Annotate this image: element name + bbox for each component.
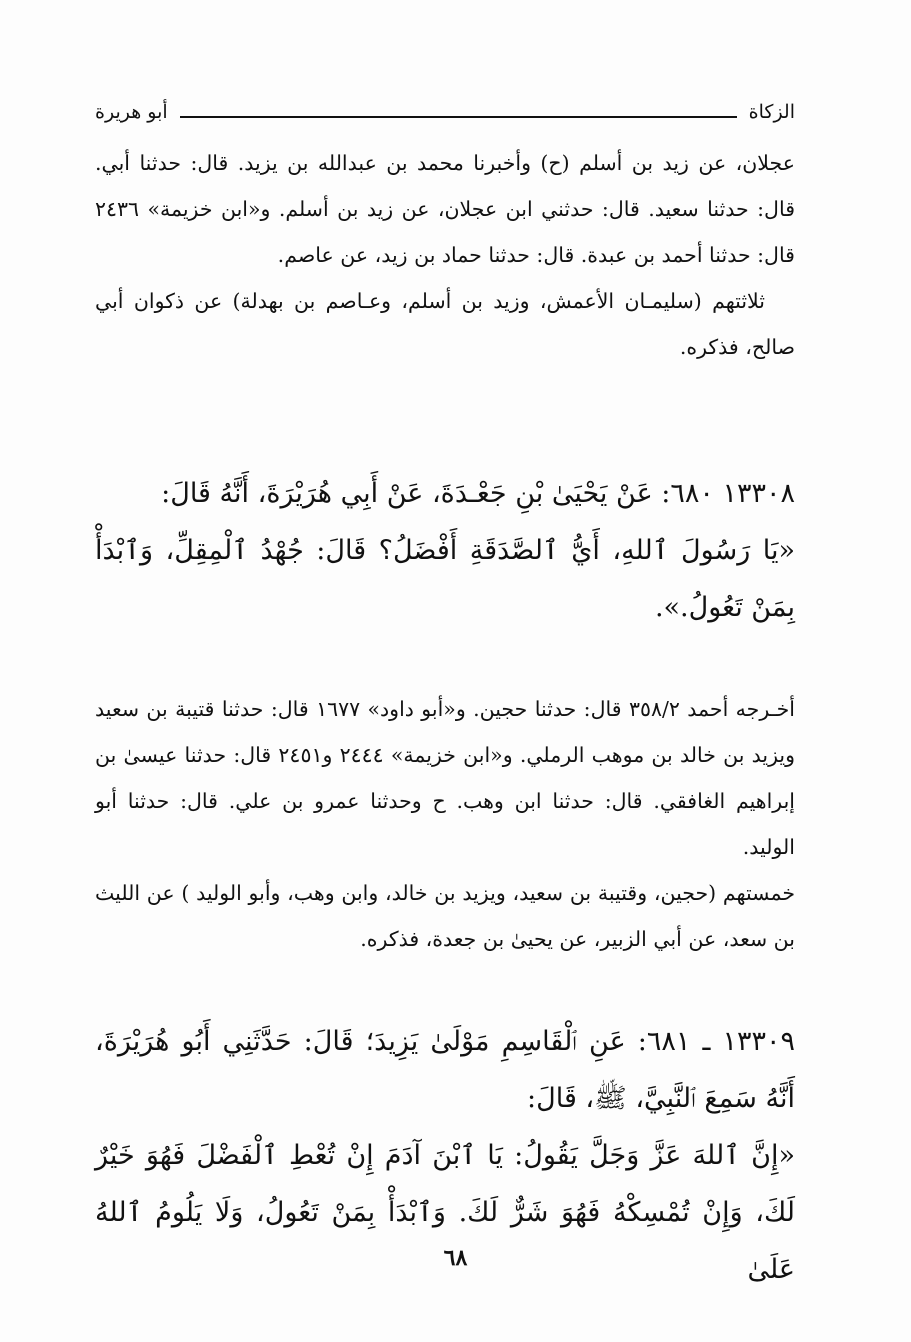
header-rule (180, 116, 737, 118)
chapter-title: الزكاة (748, 101, 795, 123)
intro-paragraph: عجلان، عن زيد بن أسلم (ح) وأخبرنا محمد بن عبدالله بن يزيد. قال: حدثنا أبي. قال: حدثنا سعيد. قال: حدثني ابن عجلان، عن زيد بن أسلم. و«ابن خزيمة» ٢٤٣٦ قال: حدثنا أحمد بن عبدة. قال: حدثنا حماد بن زيد، عن عاصم. (95, 151, 795, 267)
intro-block (95, 140, 795, 370)
hadith-text: «يَا رَسُولَ ٱللهِ، أَيُّ ٱلصَّدَقَةِ أَفْضَلُ؟ قَالَ: جُهْدُ ٱلْمِقِلِّ، وَٱبْدَأْ بِمَنْ تَعُولُ.». (95, 535, 795, 623)
takhrij-paragraph: خمستهم (حجين، وقتيبة بن سعيد، ويزيد بن خالد، وابن وهب، وأبو الوليد ) عن الليث بن سعد، عن أبي الزبير، عن يحيىٰ بن جعدة، فذكره. (95, 881, 795, 951)
hadith-heading: ١٣٣٠٨ ٦٨٠: عَنْ يَحْيَىٰ بْنِ جَعْـدَةَ، عَنْ أَبِي هُرَيْرَةَ، أَنَّهُ قَالَ: (161, 478, 795, 509)
running-header (95, 88, 795, 122)
page-number: ٦٨ (443, 1245, 468, 1271)
hadith-680 (95, 465, 795, 636)
takhrij-680 (95, 686, 795, 962)
hadith-heading: ١٣٣٠٩ ـ ٦٨١: عَنِ ٱلْقَاسِمِ مَوْلَىٰ يَزِيدَ؛ قَالَ: حَدَّثَنِي أَبُو هُرَيْرَةَ، أَنَّهُ سَمِعَ ٱلنَّبِيَّ، ﷺ، قَالَ: (95, 1026, 796, 1114)
intro-paragraph: ثلاثتهم (سليمـان الأعمش، وزيد بن أسلم، وعـاصم بن بهدلة) عن ذكوان أبي صالح، فذكره. (95, 289, 795, 359)
takhrij-paragraph: أخـرجه أحمد ٣٥٨/٢ قال: حدثنا حجين. و«أبو داود» ١٦٧٧ قال: حدثنا قتيبة بن سعيد ويزيد بن خالد بن موهب الرملي. و«ابن خزيمة» ٢٤٤٤ و٢٤٥١ قال: حدثنا عيسىٰ بن إبراهيم الغافقي. قال: حدثنا ابن وهب. ح وحدثنا عمرو بن علي. قال: حدثنا أبو الوليد. (95, 697, 796, 859)
narrator-title: أبو هريرة (95, 101, 168, 123)
hadith-text: «إِنَّ ٱللهَ عَزَّ وَجَلَّ يَقُولُ: يَا ٱبْنَ آدَمَ إِنْ تُعْطِ ٱلْفَضْلَ فَهُوَ خَيْرٌ لَكَ، وَإِنْ تُمْسِكْهُ فَهُوَ شَرٌّ لَكَ. وَٱبْدَأْ بِمَنْ تَعُولُ، وَلَا يَلُومُ ٱللهُ عَلَىٰ (95, 1140, 795, 1285)
